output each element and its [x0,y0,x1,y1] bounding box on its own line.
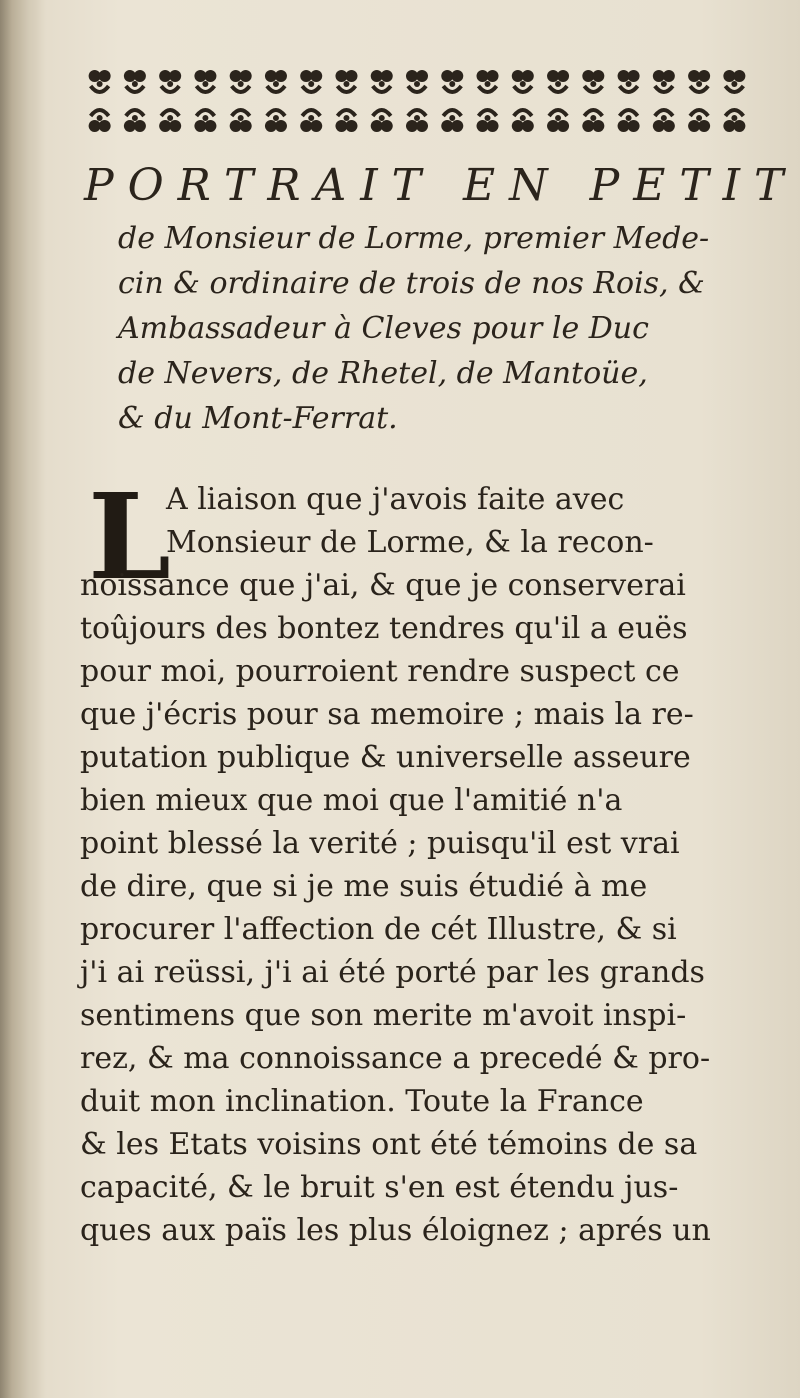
fleuron-motif [547,110,569,132]
fleuron-motif [477,110,499,132]
body-line: rez, & ma connoissance a precedé & pro- [80,1041,711,1076]
fleuron-motif [618,70,640,92]
fleuron-motif [89,110,111,132]
book-spine-shadow [0,0,46,1398]
fleuron-motif [406,110,428,132]
subtitle-line: de Nevers, de Rhetel, de Mantoüe, [118,356,648,391]
fleuron-motif [300,110,322,132]
subtitle-line: Ambassadeur à Cleves pour le Duc [118,311,649,346]
fleuron-motif [159,70,181,92]
fleuron-motif [406,70,428,92]
body-line: point blessé la verité ; puisqu'il est vrai [80,826,680,861]
fleuron-ornament-band [82,60,752,140]
chapter-title: PORTRAIT EN PETIT [84,160,798,211]
subtitle-line: cin & ordinaire de trois de nos Rois, & [118,266,705,301]
fleuron-motif [723,70,745,92]
fleuron-motif [547,70,569,92]
fleuron-motif [582,110,604,132]
body-line: duit mon inclination. Toute la France [80,1084,644,1119]
fleuron-motif [653,110,675,132]
body-line: putation publique & universelle asseure [80,740,691,775]
body-line: capacité, & le bruit s'en est étendu jus- [80,1170,679,1205]
subtitle-line: de Monsieur de Lorme, premier Mede- [118,221,710,256]
body-line: pour moi, pourroient rendre suspect ce [80,654,680,689]
body-line: Monsieur de Lorme, & la recon- [166,525,654,560]
fleuron-motif [194,70,216,92]
fleuron-motif [230,110,252,132]
fleuron-motif [582,70,604,92]
chapter-subtitle [118,216,768,441]
fleuron-motif [265,70,287,92]
fleuron-motif [124,110,146,132]
fleuron-motif [371,70,393,92]
fleuron-motif [335,110,357,132]
body-line: ques aux païs les plus éloignez ; aprés un [80,1213,711,1248]
fleuron-motif [688,70,710,92]
body-line: j'i ai reüssi, j'i ai été porté par les grands [80,955,705,990]
drop-capital: L [88,467,171,606]
fleuron-motif [335,70,357,92]
fleuron-motif [194,110,216,132]
fleuron-motif [441,70,463,92]
fleuron-motif [723,110,745,132]
subtitle-line: & du Mont-Ferrat. [118,401,398,436]
fleuron-motif [688,110,710,132]
body-line: que j'écris pour sa memoire ; mais la re- [80,697,694,732]
body-line: de dire, que si je me suis étudié à me [80,869,648,904]
fleuron-motif [477,70,499,92]
fleuron-motif [618,110,640,132]
body-line: & les Etats voisins ont été témoins de sa [80,1127,698,1162]
fleuron-motif [653,70,675,92]
body-line: noissance que j'ai, & que je conserverai [80,568,686,603]
fleuron-motif [512,110,534,132]
body-line: sentimens que son merite m'avoit inspi- [80,998,687,1033]
body-line: toûjours des bontez tendres qu'il a euës [80,611,688,646]
fleuron-motif [371,110,393,132]
fleuron-motif [441,110,463,132]
fleuron-motif [300,70,322,92]
body-text [80,467,760,1252]
fleuron-motif [265,110,287,132]
fleuron-motif [159,110,181,132]
body-line: procurer l'affection de cét Illustre, & si [80,912,677,947]
body-line: A liaison que j'avois faite avec [166,482,625,517]
fleuron-motif [89,70,111,92]
fleuron-motif [512,70,534,92]
fleuron-motif [124,70,146,92]
fleuron-motif [230,70,252,92]
body-line: bien mieux que moi que l'amitié n'a [80,783,623,818]
